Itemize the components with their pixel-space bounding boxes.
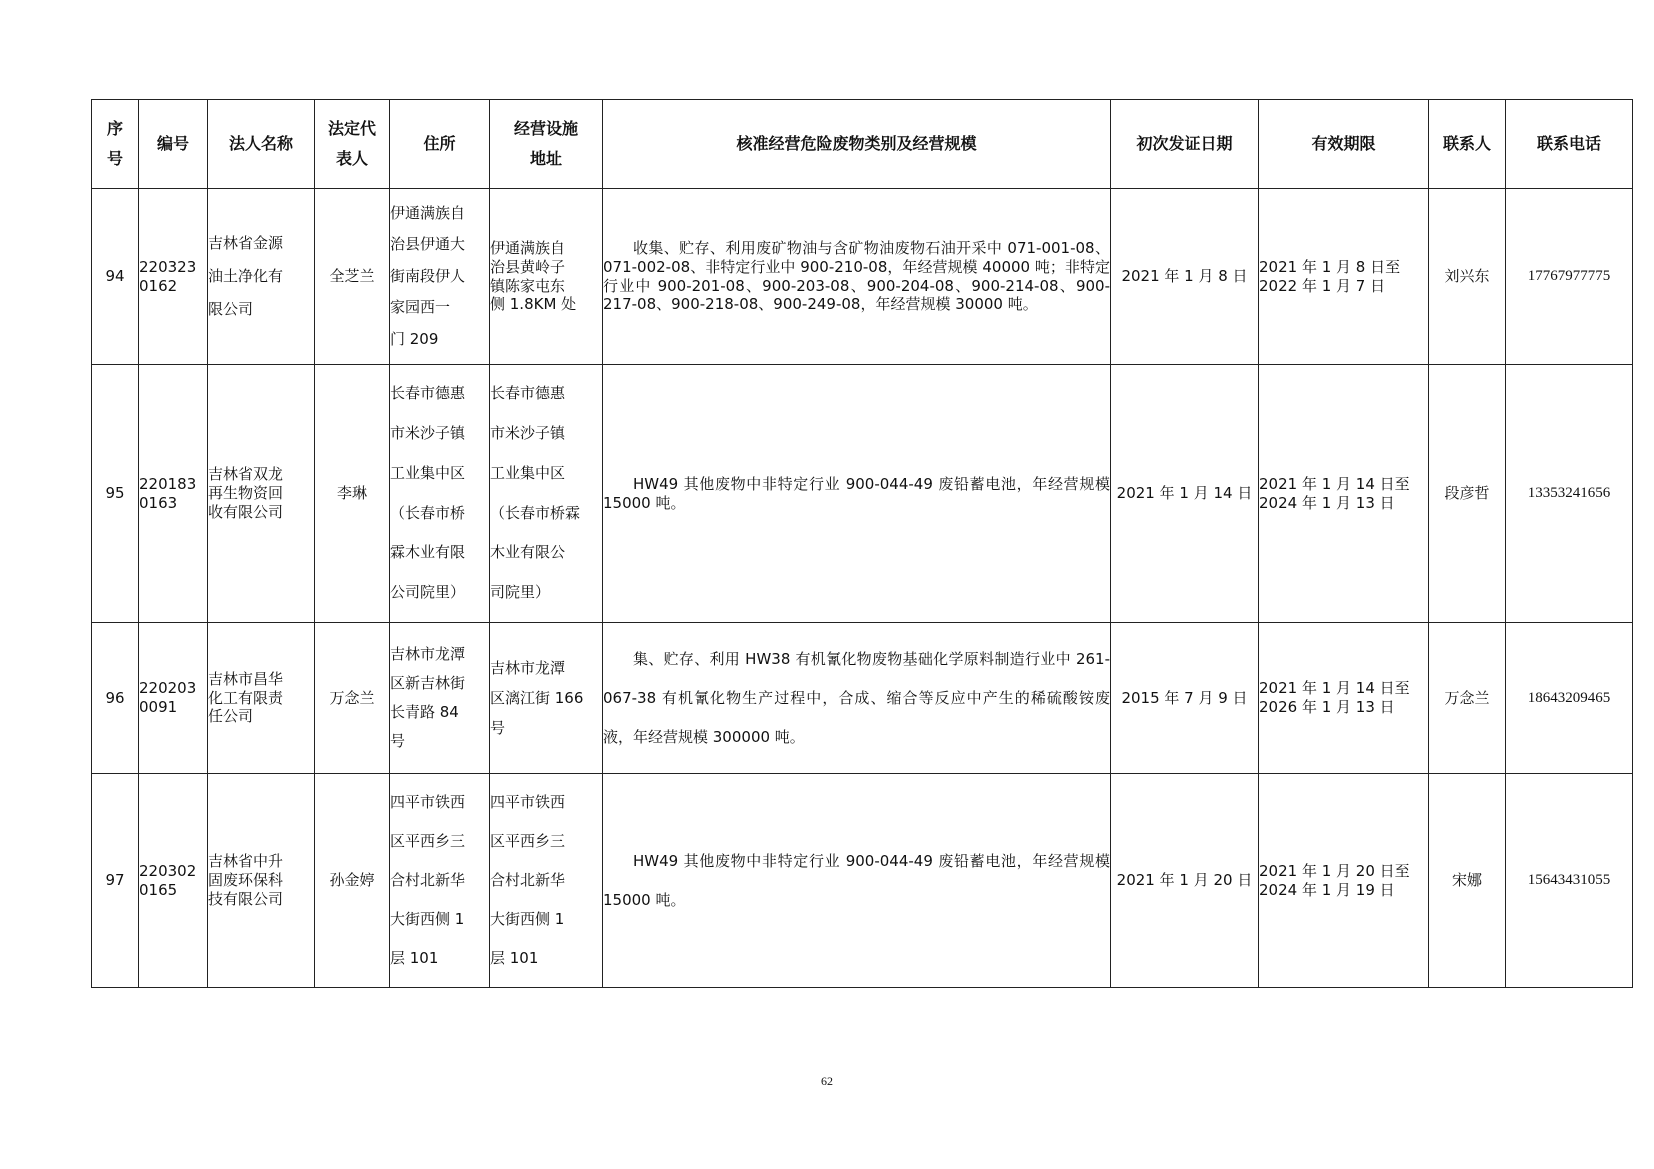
cell-facility: 四平市铁西 区平西乡三 合村北新华 大街西侧 1 层 101 bbox=[490, 774, 603, 988]
header-validity: 有效期限 bbox=[1259, 100, 1429, 189]
cell-validity: 2021 年 1 月 8 日至 2022 年 1 月 7 日 bbox=[1259, 189, 1429, 365]
table-row bbox=[92, 623, 1633, 774]
cell-code: 220183 0163 bbox=[139, 365, 208, 623]
header-seq: 序 号 bbox=[92, 100, 139, 189]
page-number: 62 bbox=[821, 1074, 833, 1088]
header-legal-rep: 法定代 表人 bbox=[315, 100, 390, 189]
cell-phone: 17767977775 bbox=[1506, 189, 1633, 365]
cell-facility: 长春市德惠 市米沙子镇 工业集中区 （长春市桥霖 木业有限公 司院里） bbox=[490, 365, 603, 623]
cell-first-issue: 2021 年 1 月 8 日 bbox=[1111, 189, 1259, 365]
header-facility: 经营设施 地址 bbox=[490, 100, 603, 189]
cell-legal-rep: 万念兰 bbox=[315, 623, 390, 774]
header-company: 法人名称 bbox=[208, 100, 315, 189]
table-row bbox=[92, 365, 1633, 623]
cell-address: 吉林市龙潭 区新吉林街 长青路 84 号 bbox=[390, 623, 490, 774]
cell-legal-rep: 李琳 bbox=[315, 365, 390, 623]
cell-company: 吉林省中升 固废环保科 技有限公司 bbox=[208, 774, 315, 988]
cell-scope: HW49 其他废物中非特定行业 900-044-49 废铅蓄电池，年经营规模 15000 吨。 bbox=[603, 774, 1111, 988]
cell-first-issue: 2021 年 1 月 14 日 bbox=[1111, 365, 1259, 623]
cell-phone: 13353241656 bbox=[1506, 365, 1633, 623]
header-address: 住所 bbox=[390, 100, 490, 189]
cell-contact: 刘兴东 bbox=[1429, 189, 1506, 365]
cell-facility: 伊通满族自 治县黄岭子 镇陈家屯东 侧 1.8KM 处 bbox=[490, 189, 603, 365]
cell-scope: 收集、贮存、利用废矿物油与含矿物油废物石油开采中 071-001-08、071-002-08、非特定行业中 900-210-08，年经营规模 40000 吨；非特定行业中 900-201-08、900-203-08、900-204-08、900-214-08、900-217-08、900-218-08、900-249-08，年经营规模 30000 吨。 bbox=[603, 189, 1111, 365]
header-first-issue: 初次发证日期 bbox=[1111, 100, 1259, 189]
table-row bbox=[92, 189, 1633, 365]
cell-code: 220323 0162 bbox=[139, 189, 208, 365]
cell-seq: 96 bbox=[92, 623, 139, 774]
cell-validity: 2021 年 1 月 14 日至 2026 年 1 月 13 日 bbox=[1259, 623, 1429, 774]
header-code: 编号 bbox=[139, 100, 208, 189]
cell-scope: HW49 其他废物中非特定行业 900-044-49 废铅蓄电池，年经营规模 15000 吨。 bbox=[603, 365, 1111, 623]
cell-address: 四平市铁西 区平西乡三 合村北新华 大街西侧 1 层 101 bbox=[390, 774, 490, 988]
header-contact: 联系人 bbox=[1429, 100, 1506, 189]
cell-legal-rep: 孙金婷 bbox=[315, 774, 390, 988]
cell-address: 长春市德惠 市米沙子镇 工业集中区 （长春市桥 霖木业有限 公司院里） bbox=[390, 365, 490, 623]
cell-contact: 宋娜 bbox=[1429, 774, 1506, 988]
cell-seq: 94 bbox=[92, 189, 139, 365]
header-phone: 联系电话 bbox=[1506, 100, 1633, 189]
cell-phone: 15643431055 bbox=[1506, 774, 1633, 988]
cell-facility: 吉林市龙潭 区漓江街 166 号 bbox=[490, 623, 603, 774]
header-scope: 核准经营危险废物类别及经营规模 bbox=[603, 100, 1111, 189]
cell-legal-rep: 全芝兰 bbox=[315, 189, 390, 365]
cell-company: 吉林省双龙 再生物资回 收有限公司 bbox=[208, 365, 315, 623]
header-row bbox=[92, 100, 1633, 189]
cell-company: 吉林市昌华 化工有限责 任公司 bbox=[208, 623, 315, 774]
cell-scope: 集、贮存、利用 HW38 有机氰化物废物基础化学原料制造行业中 261-067-38 有机氰化物生产过程中，合成、缩合等反应中产生的稀硫酸铵废液，年经营规模 300000 吨。 bbox=[603, 623, 1111, 774]
table-row bbox=[92, 774, 1633, 988]
cell-validity: 2021 年 1 月 20 日至 2024 年 1 月 19 日 bbox=[1259, 774, 1429, 988]
cell-first-issue: 2015 年 7 月 9 日 bbox=[1111, 623, 1259, 774]
cell-seq: 95 bbox=[92, 365, 139, 623]
cell-code: 220203 0091 bbox=[139, 623, 208, 774]
cell-code: 220302 0165 bbox=[139, 774, 208, 988]
cell-contact: 万念兰 bbox=[1429, 623, 1506, 774]
cell-first-issue: 2021 年 1 月 20 日 bbox=[1111, 774, 1259, 988]
cell-address: 伊通满族自 治县伊通大 街南段伊人 家园西一 门 209 bbox=[390, 189, 490, 365]
cell-seq: 97 bbox=[92, 774, 139, 988]
cell-company: 吉林省金源 油土净化有 限公司 bbox=[208, 189, 315, 365]
cell-phone: 18643209465 bbox=[1506, 623, 1633, 774]
cell-validity: 2021 年 1 月 14 日至 2024 年 1 月 13 日 bbox=[1259, 365, 1429, 623]
cell-contact: 段彦哲 bbox=[1429, 365, 1506, 623]
permit-table bbox=[91, 99, 1633, 988]
